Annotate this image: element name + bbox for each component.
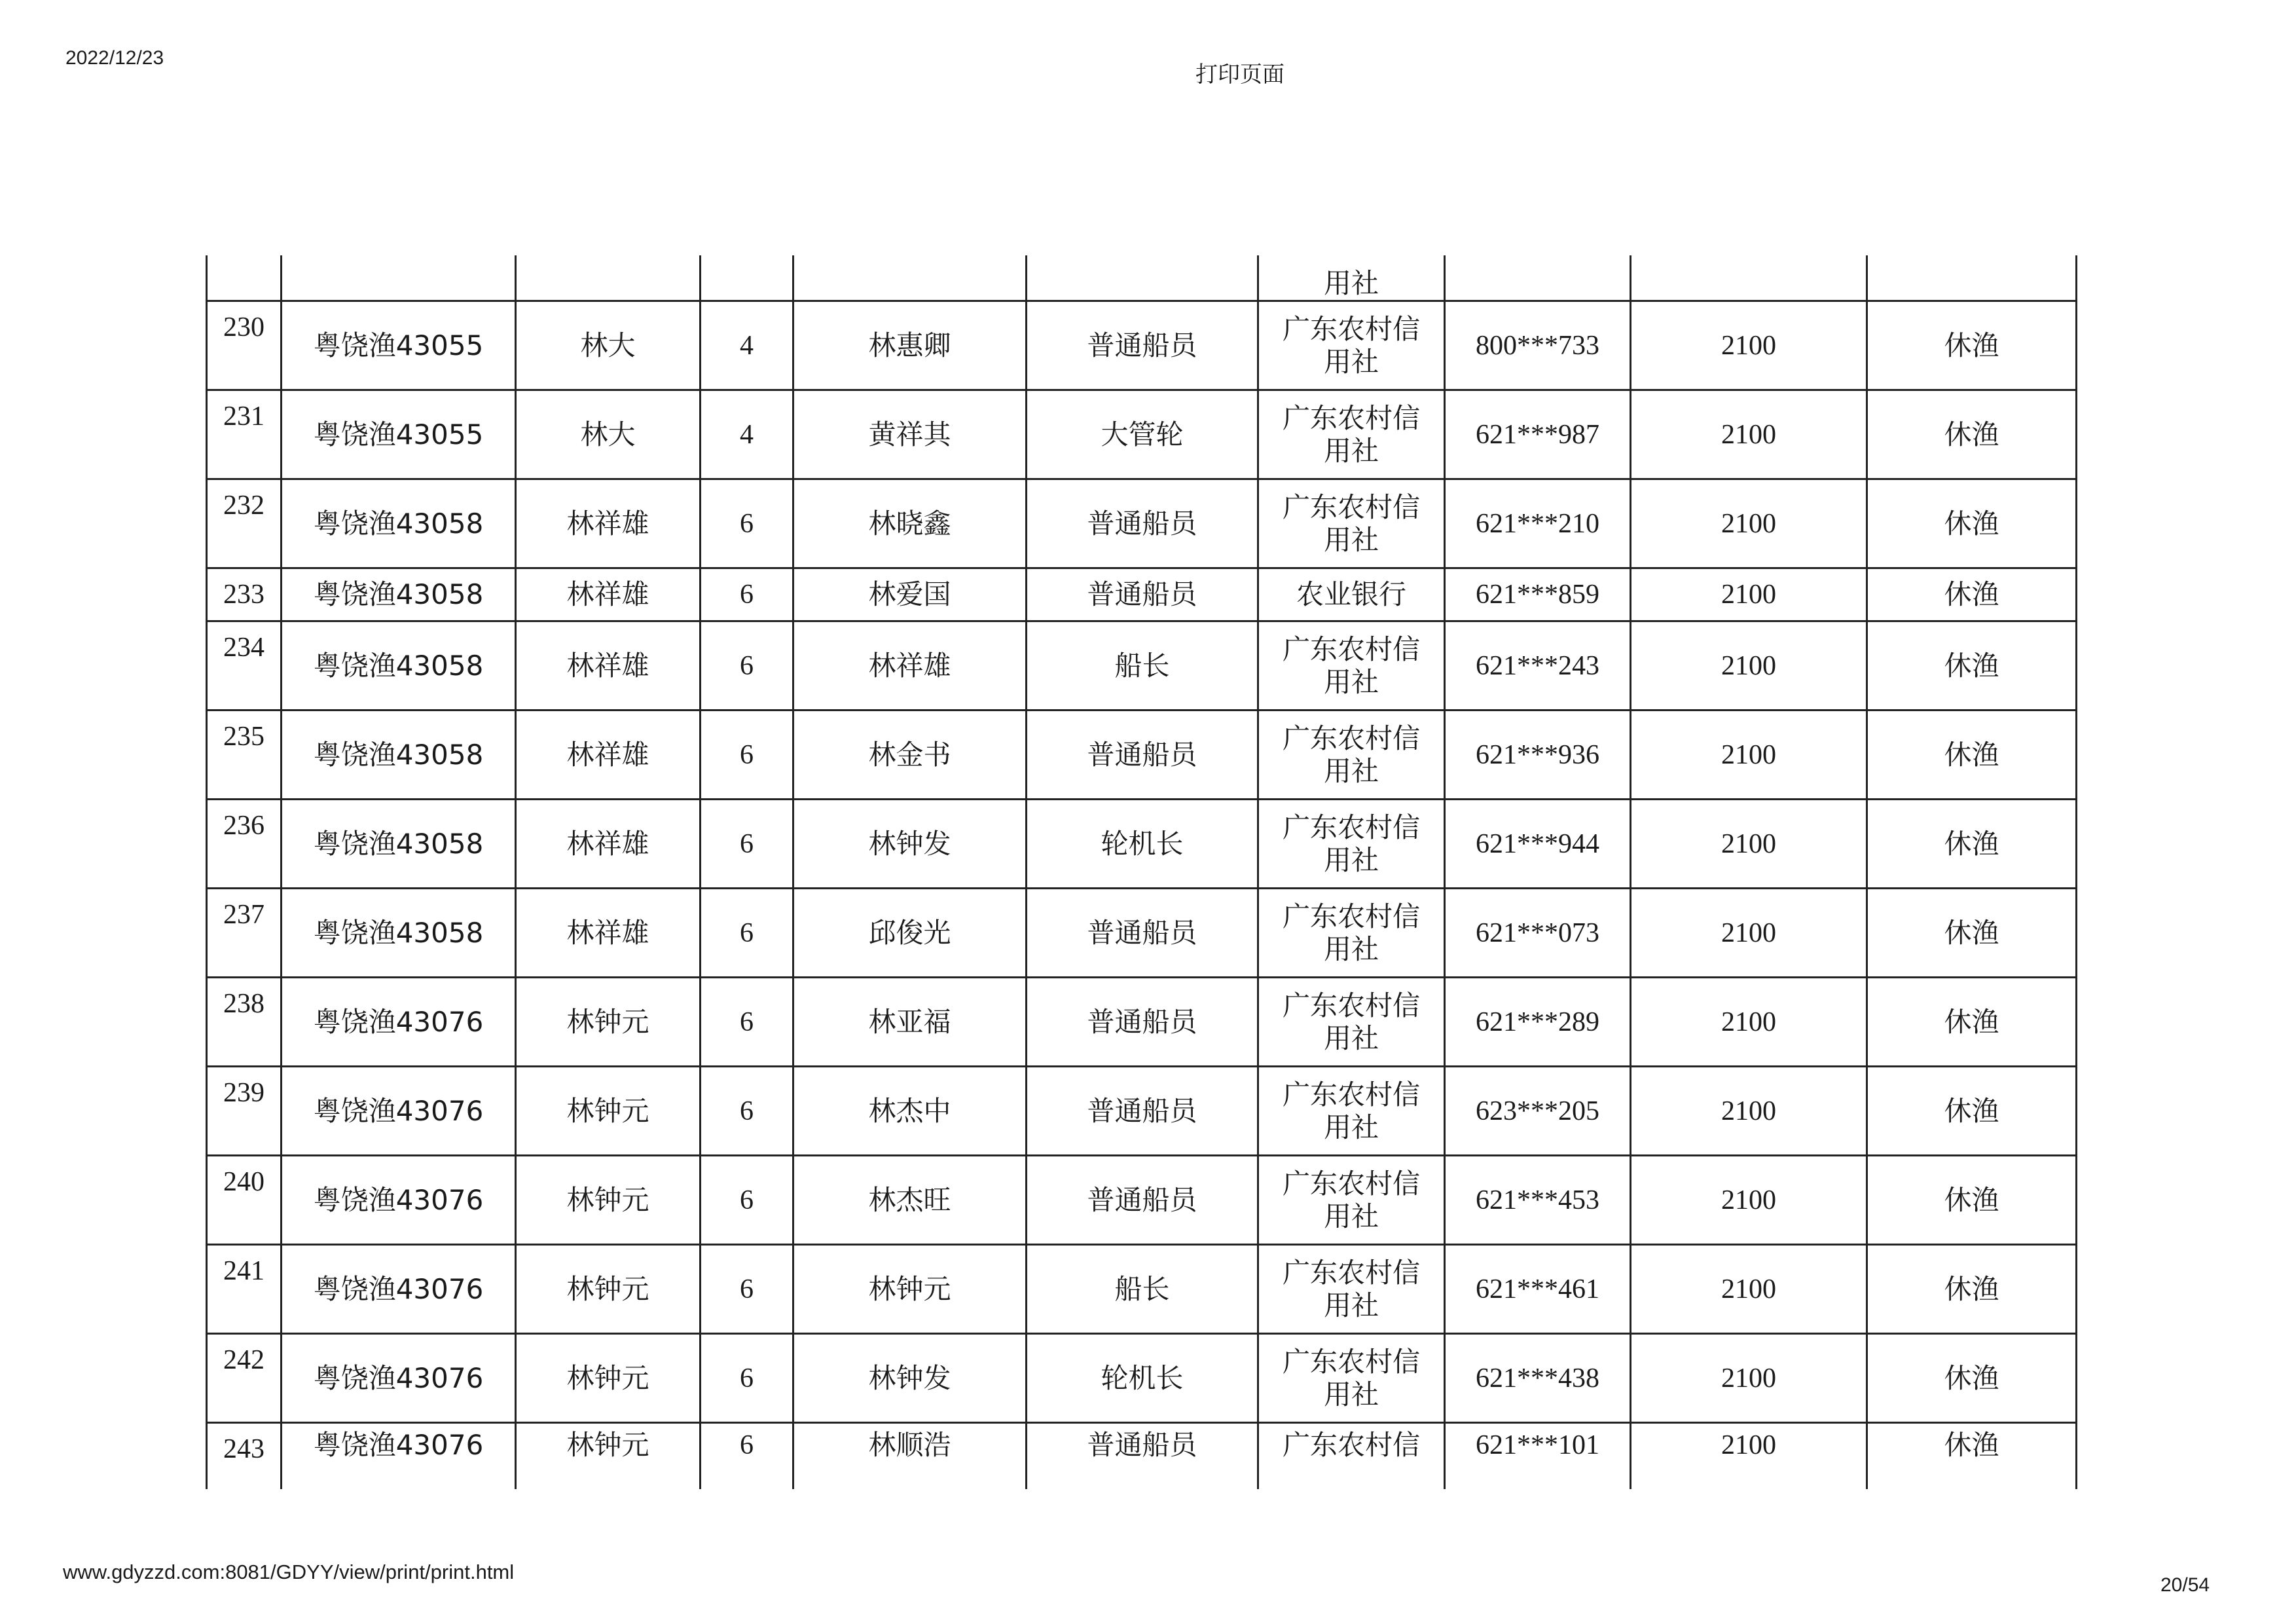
crew-count-cell: 4 — [701, 390, 793, 479]
payment-table — [206, 255, 2077, 1489]
crew-role-cell: 普通船员 — [1027, 1067, 1258, 1156]
account-number-cell: 621***438 — [1445, 1334, 1631, 1423]
bank-name-cell — [1258, 710, 1445, 800]
continued-row — [207, 255, 2077, 301]
subsidy-type-cell: 休渔 — [1867, 390, 2077, 479]
account-number-cell: 621***453 — [1445, 1156, 1631, 1245]
row-number-cell: 232 — [207, 479, 282, 568]
account-number-cell: 621***859 — [1445, 568, 1631, 621]
bank-name-line1: 广东农村信 — [1282, 490, 1420, 523]
vessel-owner-cell: 林大 — [516, 301, 701, 390]
crew-name-cell: 邱俊光 — [793, 889, 1027, 978]
row-number-cell: 230 — [207, 301, 282, 390]
crew-name-cell: 林亚福 — [793, 978, 1027, 1067]
bank-name-cell — [1258, 568, 1445, 621]
table-row — [207, 301, 2077, 390]
vessel-owner-cell: 林钟元 — [516, 1334, 701, 1423]
bank-name-line2: 用社 — [1323, 665, 1379, 698]
crew-role-cell: 船长 — [1027, 1245, 1258, 1334]
crew-name-cell: 林爱国 — [793, 568, 1027, 621]
crew-count-cell: 6 — [701, 1156, 793, 1245]
bank-name-cell — [1258, 390, 1445, 479]
vessel-id-cell: 粤饶渔43076 — [282, 1334, 516, 1423]
vessel-id-cell: 粤饶渔43058 — [282, 710, 516, 800]
table-row — [207, 1334, 2077, 1423]
account-number-cell: 621***289 — [1445, 978, 1631, 1067]
crew-count-cell: 4 — [701, 301, 793, 390]
bank-name-line1: 广东农村信 — [1282, 811, 1420, 843]
account-number-cell: 621***073 — [1445, 889, 1631, 978]
crew-count-cell: 6 — [701, 1067, 793, 1156]
crew-role-cell: 普通船员 — [1027, 479, 1258, 568]
crew-count-cell: 6 — [701, 1334, 793, 1423]
bank-name-line1: 广东农村信 — [1282, 1167, 1420, 1200]
subsidy-amount-cell: 2100 — [1631, 568, 1867, 621]
bank-name-line2: 用社 — [1323, 1022, 1379, 1054]
subsidy-type-cell: 休渔 — [1867, 1423, 2077, 1490]
subsidy-type-cell: 休渔 — [1867, 301, 2077, 390]
row-number-cell: 241 — [207, 1245, 282, 1334]
subsidy-type-cell: 休渔 — [1867, 710, 2077, 800]
vessel-id-cell: 粤饶渔43058 — [282, 889, 516, 978]
vessel-owner-cell: 林祥雄 — [516, 621, 701, 710]
page-url: www.gdyzzd.com:8081/GDYY/view/print/print.html — [63, 1560, 515, 1583]
table-row — [207, 479, 2077, 568]
bank-name-cell — [1258, 978, 1445, 1067]
print-date: 2022/12/23 — [65, 47, 164, 69]
row-number-cell: 242 — [207, 1334, 282, 1423]
row-number-cell: 234 — [207, 621, 282, 710]
subsidy-type-cell: 休渔 — [1867, 568, 2077, 621]
row-number-cell: 243 — [207, 1423, 282, 1490]
subsidy-type-cell: 休渔 — [1867, 621, 2077, 710]
table-row — [207, 390, 2077, 479]
row-number-cell: 236 — [207, 800, 282, 889]
bank-name-cell — [1258, 1334, 1445, 1423]
crew-role-cell: 船长 — [1027, 621, 1258, 710]
vessel-owner-cell: 林祥雄 — [516, 568, 701, 621]
account-number-cell: 621***944 — [1445, 800, 1631, 889]
bank-name-line1: 广东农村信 — [1282, 1078, 1420, 1111]
subsidy-type-cell: 休渔 — [1867, 978, 2077, 1067]
bank-name-line1: 广东农村信 — [1282, 900, 1420, 932]
bank-name-cell — [1258, 1245, 1445, 1334]
vessel-id-cell: 粤饶渔43055 — [282, 301, 516, 390]
crew-role-cell: 普通船员 — [1027, 568, 1258, 621]
subsidy-amount-cell: 2100 — [1631, 1423, 1867, 1490]
vessel-id-cell: 粤饶渔43058 — [282, 568, 516, 621]
crew-role-cell: 轮机长 — [1027, 800, 1258, 889]
subsidy-amount-cell: 2100 — [1631, 889, 1867, 978]
vessel-id-cell: 粤饶渔43058 — [282, 621, 516, 710]
vessel-owner-cell: 林祥雄 — [516, 479, 701, 568]
subsidy-amount-cell: 2100 — [1631, 1245, 1867, 1334]
crew-name-cell: 林惠卿 — [793, 301, 1027, 390]
bank-name-line2: 用社 — [1323, 843, 1379, 876]
subsidy-type-cell: 休渔 — [1867, 1334, 2077, 1423]
crew-name-cell: 林钟元 — [793, 1245, 1027, 1334]
bank-name-line2: 用社 — [1323, 1378, 1379, 1411]
account-number-cell: 621***936 — [1445, 710, 1631, 800]
crew-count-cell: 6 — [701, 978, 793, 1067]
crew-count-cell: 6 — [701, 479, 793, 568]
vessel-owner-cell: 林祥雄 — [516, 710, 701, 800]
table-row — [207, 978, 2077, 1067]
subsidy-amount-cell: 2100 — [1631, 621, 1867, 710]
subsidy-amount-cell: 2100 — [1631, 479, 1867, 568]
table-row — [207, 800, 2077, 889]
subsidy-type-cell: 休渔 — [1867, 479, 2077, 568]
account-number-cell: 621***987 — [1445, 390, 1631, 479]
account-number-cell: 800***733 — [1445, 301, 1631, 390]
bank-name-cell — [1258, 1423, 1445, 1490]
subsidy-amount-cell: 2100 — [1631, 301, 1867, 390]
crew-name-cell: 林杰中 — [793, 1067, 1027, 1156]
crew-role-cell: 普通船员 — [1027, 301, 1258, 390]
bank-name-cell — [1258, 621, 1445, 710]
bank-name-line2: 用社 — [1323, 932, 1379, 965]
vessel-owner-cell: 林钟元 — [516, 1423, 701, 1490]
crew-name-cell: 林杰旺 — [793, 1156, 1027, 1245]
bank-name-line1: 广东农村信 — [1282, 401, 1420, 434]
vessel-id-cell: 粤饶渔43076 — [282, 978, 516, 1067]
account-number-cell: 621***210 — [1445, 479, 1631, 568]
table-row — [207, 621, 2077, 710]
vessel-owner-cell: 林祥雄 — [516, 800, 701, 889]
crew-role-cell: 大管轮 — [1027, 390, 1258, 479]
vessel-id-cell: 粤饶渔43076 — [282, 1156, 516, 1245]
table-row — [207, 1245, 2077, 1334]
bank-name-cell — [1258, 1067, 1445, 1156]
subsidy-type-cell: 休渔 — [1867, 800, 2077, 889]
crew-name-cell: 林祥雄 — [793, 621, 1027, 710]
row-number-cell: 231 — [207, 390, 282, 479]
crew-name-cell: 林顺浩 — [793, 1423, 1027, 1490]
bank-name-line1: 广东农村信 — [1282, 312, 1420, 345]
table-row — [207, 1156, 2077, 1245]
bank-name-line1: 广东农村信 — [1282, 1429, 1420, 1461]
bank-name-line1: 广东农村信 — [1282, 722, 1420, 754]
crew-role-cell: 普通船员 — [1027, 710, 1258, 800]
bank-name-cell — [1258, 479, 1445, 568]
page-title: 打印页面 — [1195, 62, 1285, 88]
vessel-id-cell: 粤饶渔43058 — [282, 800, 516, 889]
bank-name-cell — [1258, 1156, 1445, 1245]
crew-name-cell: 林晓鑫 — [793, 479, 1027, 568]
crew-role-cell: 普通船员 — [1027, 1423, 1258, 1490]
bank-name-line1: 广东农村信 — [1282, 989, 1420, 1022]
bank-name-line1: 农业银行 — [1296, 578, 1406, 610]
bank-name-line2: 用社 — [1323, 754, 1379, 787]
vessel-owner-cell: 林钟元 — [516, 1245, 701, 1334]
bank-name-line1: 广东农村信 — [1282, 633, 1420, 665]
subsidy-amount-cell: 2100 — [1631, 1156, 1867, 1245]
row-number-cell: 240 — [207, 1156, 282, 1245]
row-number-cell: 235 — [207, 710, 282, 800]
account-number-cell: 621***461 — [1445, 1245, 1631, 1334]
crew-role-cell: 轮机长 — [1027, 1334, 1258, 1423]
bank-name-line2: 用社 — [1323, 1111, 1379, 1143]
account-number-cell: 621***101 — [1445, 1423, 1631, 1490]
row-number-cell: 238 — [207, 978, 282, 1067]
table-row — [207, 1423, 2077, 1490]
subsidy-type-cell: 休渔 — [1867, 889, 2077, 978]
subsidy-type-cell: 休渔 — [1867, 1156, 2077, 1245]
subsidy-amount-cell: 2100 — [1631, 800, 1867, 889]
vessel-id-cell: 粤饶渔43076 — [282, 1245, 516, 1334]
subsidy-type-cell: 休渔 — [1867, 1245, 2077, 1334]
bank-name-cell — [1258, 889, 1445, 978]
vessel-id-cell: 粤饶渔43076 — [282, 1067, 516, 1156]
bank-name-line2: 用社 — [1323, 1289, 1379, 1321]
table-body — [207, 255, 2077, 1489]
account-number-cell: 623***205 — [1445, 1067, 1631, 1156]
vessel-owner-cell: 林祥雄 — [516, 889, 701, 978]
table-row — [207, 1067, 2077, 1156]
crew-name-cell: 黄祥其 — [793, 390, 1027, 479]
bank-name-line2: 用社 — [1323, 523, 1379, 556]
subsidy-amount-cell: 2100 — [1631, 1067, 1867, 1156]
crew-count-cell: 6 — [701, 1245, 793, 1334]
bank-name-line1: 广东农村信 — [1282, 1256, 1420, 1289]
vessel-id-cell: 粤饶渔43058 — [282, 479, 516, 568]
subsidy-amount-cell: 2100 — [1631, 1334, 1867, 1423]
subsidy-amount-cell: 2100 — [1631, 390, 1867, 479]
bank-name-line2: 用社 — [1323, 345, 1379, 378]
crew-name-cell: 林钟发 — [793, 800, 1027, 889]
page-number: 20/54 — [2160, 1574, 2210, 1596]
crew-count-cell: 6 — [701, 889, 793, 978]
crew-name-cell: 林钟发 — [793, 1334, 1027, 1423]
crew-count-cell: 6 — [701, 800, 793, 889]
crew-count-cell: 6 — [701, 1423, 793, 1490]
vessel-owner-cell: 林大 — [516, 390, 701, 479]
crew-role-cell: 普通船员 — [1027, 978, 1258, 1067]
bank-cell-continued: 用社 — [1258, 255, 1445, 301]
bank-name-cell — [1258, 301, 1445, 390]
vessel-owner-cell: 林钟元 — [516, 978, 701, 1067]
vessel-id-cell: 粤饶渔43055 — [282, 390, 516, 479]
row-number-cell: 237 — [207, 889, 282, 978]
table-row — [207, 568, 2077, 621]
bank-name-line1: 广东农村信 — [1282, 1345, 1420, 1378]
bank-name-line2: 用社 — [1323, 1200, 1379, 1232]
account-number-cell: 621***243 — [1445, 621, 1631, 710]
crew-count-cell: 6 — [701, 568, 793, 621]
table-row — [207, 889, 2077, 978]
row-number-cell: 233 — [207, 568, 282, 621]
crew-name-cell: 林金书 — [793, 710, 1027, 800]
bank-name-cell — [1258, 800, 1445, 889]
table-row — [207, 710, 2077, 800]
vessel-id-cell: 粤饶渔43076 — [282, 1423, 516, 1490]
crew-count-cell: 6 — [701, 710, 793, 800]
bank-name-line2: 用社 — [1323, 434, 1379, 467]
crew-role-cell: 普通船员 — [1027, 1156, 1258, 1245]
subsidy-amount-cell: 2100 — [1631, 978, 1867, 1067]
subsidy-type-cell: 休渔 — [1867, 1067, 2077, 1156]
crew-role-cell: 普通船员 — [1027, 889, 1258, 978]
subsidy-amount-cell: 2100 — [1631, 710, 1867, 800]
crew-count-cell: 6 — [701, 621, 793, 710]
vessel-owner-cell: 林钟元 — [516, 1156, 701, 1245]
row-number-cell: 239 — [207, 1067, 282, 1156]
vessel-owner-cell: 林钟元 — [516, 1067, 701, 1156]
